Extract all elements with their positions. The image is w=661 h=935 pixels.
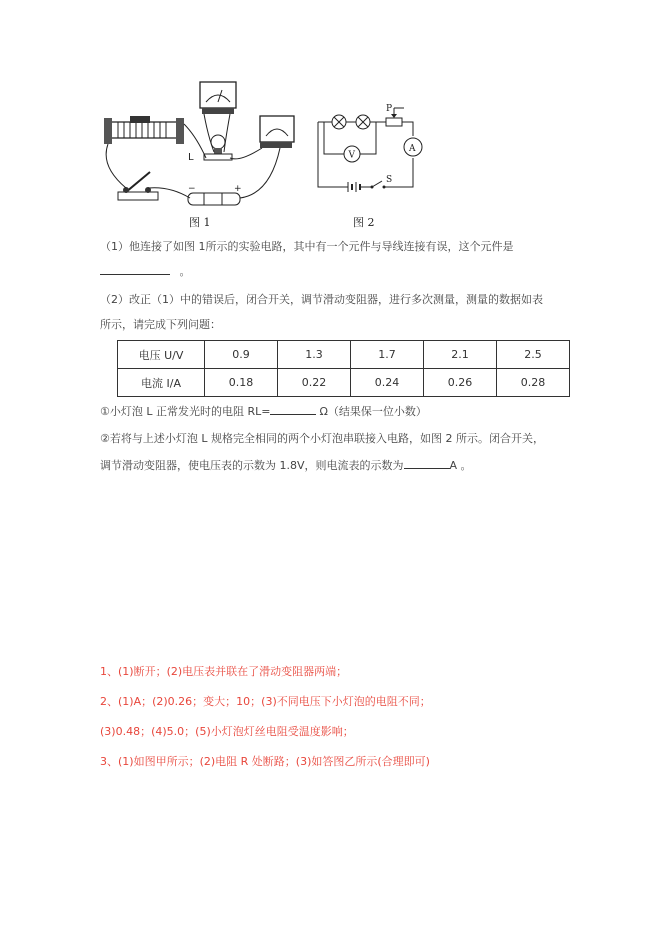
answer-line-2: 2、(1)A；(2)0.26；变大；10；(3)不同电压下小灯泡的电阻不同；: [100, 695, 431, 708]
table-row-current: [118, 369, 570, 397]
question-1-text: [100, 240, 514, 254]
table-cell: 0.28: [497, 369, 570, 397]
lamp-1-icon: [332, 115, 346, 129]
battery-plus-label: +: [234, 184, 242, 194]
rheostat-icon: [104, 116, 184, 144]
figure-2-circuit-schematic: [314, 100, 424, 195]
battery-minus-label: −: [188, 184, 196, 194]
table-row-voltage: [118, 341, 570, 369]
table-row-header: 电流 I/A: [118, 369, 205, 397]
lamp-label-L: L: [188, 152, 194, 163]
answer-blank-3[interactable]: [404, 457, 450, 469]
question-2-line-2: 所示，请完成下列问题：: [100, 318, 221, 331]
switch-symbol-icon: [371, 181, 386, 189]
question-1-end: 。: [179, 265, 191, 278]
answer-line-3: (3)0.48；(4)5.0；(5)小灯泡灯丝电阻受温度影响；: [100, 725, 354, 738]
answer-blank-1[interactable]: [100, 263, 170, 275]
sub-question-2-line-1: ②若将与上述小灯泡 L 规格完全相同的两个小灯泡串联接入电路，如图 2 所示。闭合开关，: [100, 432, 544, 445]
table-cell: 0.22: [278, 369, 351, 397]
figure-2-caption: 图 2: [353, 216, 375, 229]
table-cell: 0.24: [351, 369, 424, 397]
battery-icon: [188, 193, 240, 205]
table-cell: 0.9: [205, 341, 278, 369]
answer-line-4: 3、(1)如图甲所示；(2)电阻 R 处断路；(3)如答图乙所示(合理即可): [100, 755, 430, 768]
question-1-body: （1）他连接了如图 1所示的实验电路，其中有一个元件与导线连接有误，这个元件是: [100, 240, 514, 253]
table-cell: 0.18: [205, 369, 278, 397]
table-cell: 1.7: [351, 341, 424, 369]
ammeter-icon: [260, 116, 294, 148]
question-2-line-1: （2）改正（1）中的错误后，闭合开关，调节滑动变阻器，进行多次测量，测量的数据如表: [100, 293, 543, 306]
table-cell: 2.5: [497, 341, 570, 369]
question-1-answer-line: [100, 263, 191, 279]
lamp-icon: [204, 135, 232, 160]
sub-question-2-unit: A 。: [449, 459, 472, 472]
sub-question-1-text: ①小灯泡 L 正常发光时的电阻 RL=: [100, 405, 271, 418]
data-table: [117, 340, 570, 397]
lamp-2-icon: [356, 115, 370, 129]
figure-1-caption: 图 1: [189, 216, 211, 229]
ammeter-label: A: [409, 144, 416, 154]
table-cell: 1.3: [278, 341, 351, 369]
sub-question-2-line-2: [100, 457, 472, 473]
table-row-header: 电压 U/V: [118, 341, 205, 369]
answer-line-1: 1、(1)断开；(2)电压表并联在了滑动变阻器两端；: [100, 665, 348, 678]
voltmeter-icon: [200, 82, 236, 114]
table-cell: 0.26: [424, 369, 497, 397]
answer-blank-2[interactable]: [270, 403, 316, 415]
sub-question-2-text: 调节滑动变阻器，使电压表的示数为 1.8V，则电流表的示数为: [100, 459, 404, 472]
battery-symbol-icon: [348, 182, 364, 192]
sub-question-1: [100, 403, 427, 419]
rheostat-label-P: P: [386, 104, 393, 114]
table-cell: 2.1: [424, 341, 497, 369]
figure-1-circuit-drawing: [100, 76, 300, 216]
sub-question-1-unit: Ω（结果保一位小数）: [319, 405, 427, 418]
voltmeter-label: V: [348, 150, 355, 161]
switch-label-S: S: [386, 175, 393, 185]
